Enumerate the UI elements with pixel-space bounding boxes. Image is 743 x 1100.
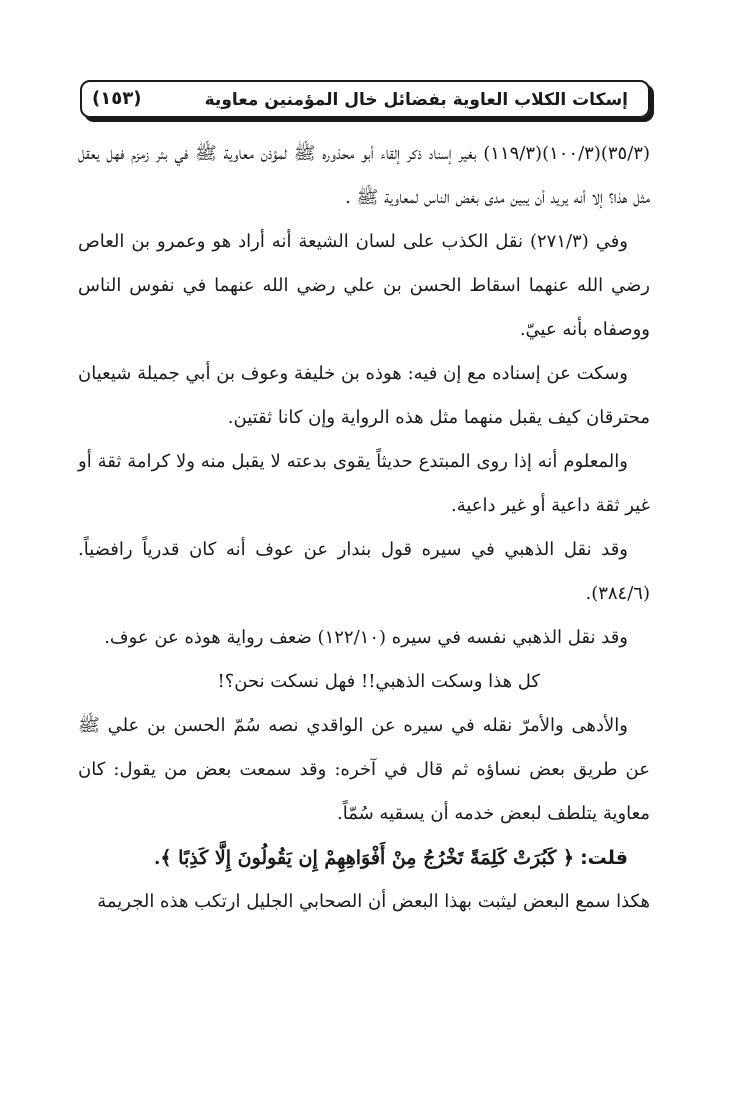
paragraph: وفي (٢٧١/٣) نقل الكذب على لسان الشيعة أنه أراد هو وعمرو بن العاص رضي الله عنهما اسقاط الحسن بن علي رضي الله عنهما في نفوس الناس ووصفاه بأنه عييّ.	[78, 231, 650, 340]
quran-quote-paragraph	[78, 836, 650, 880]
paragraph: وقد نقل الذهبي نفسه في سيره (١٢٢/١٠) ضعف رواية هوذه عن عوف.	[104, 627, 628, 648]
paragraph: وقد نقل الذهبي في سيره قول بندار عن عوف أنه كان قدرياً رافضياً. (٣٨٤/٦).	[78, 539, 650, 604]
quran-verse: ﴿ كَبُرَتْ كَلِمَةً تَخْرُجُ مِنْ أَفْوَاهِهِمْ إِن يَقُولُونَ إِلَّا كَذِبًا ﴾.	[153, 847, 575, 869]
quote-label: قلت:	[580, 847, 628, 869]
paragraph: والمعلوم أنه إذا روى المبتدع حديثاً يقوى بدعته لا يقبل منه ولا كرامة ثقة أو غير ثقة داعية أو غير داعية.	[78, 451, 650, 516]
running-header	[80, 80, 650, 118]
paragraph: وسكت عن إسناده مع إن فيه: هوذه بن خليفة وعوف بن أبي جميلة شيعيان محترقان كيف يقبل منهما مثل هذه الرواية وإن كانا ثقتين.	[78, 363, 650, 428]
paragraph: كل هذا وسكت الذهبي!! فهل نسكت نحن؟!	[217, 671, 540, 692]
paragraph: هكذا سمع البعض ليثبت بهذا البعض أن الصحابي الجليل ارتكب هذه الجريمة	[97, 891, 650, 912]
body-text	[78, 132, 650, 924]
paragraph: والأدهى والأمرّ نقله في سيره عن الواقدي نصه سُمّ الحسن بن علي ﷺ عن طريق بعض نساؤه ثم قال في آخره: وقد سمعت بعض من يقول: كان معاوية يتلطف لبعض خدمه أن يسقيه سُمّاً.	[78, 715, 650, 824]
page-number: (١٥٣)	[92, 88, 142, 109]
paragraph: (٣٥/٣)(١٠٠/٣)(١١٩/٣) بغير إسناد ذكر إلقاء أبو محذوره ﷺ لمؤذن معاوية ﷺ في بئر زمزم فهل يعقل مثل هذا؟ إلا أنه يريد أن يبين مدى بغض الناس لمعاوية ﷺ .	[78, 143, 650, 208]
book-title: إسكات الكلاب العاوية بفضائل خال المؤمنين معاوية	[204, 90, 628, 110]
